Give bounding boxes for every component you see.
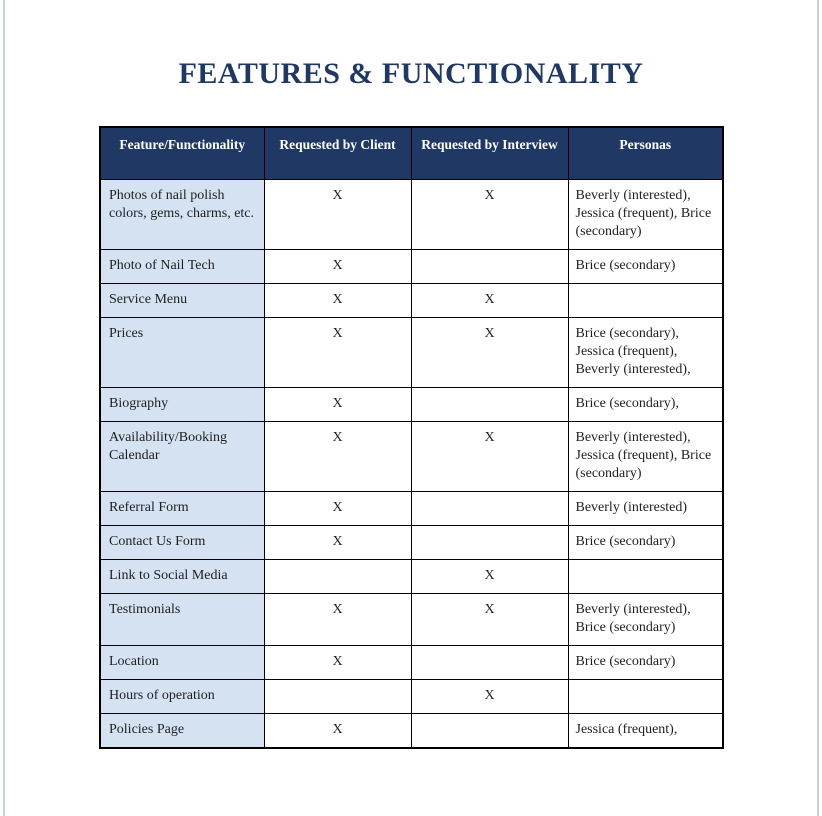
- interview-cell: [411, 713, 568, 748]
- client-cell: X: [264, 283, 411, 317]
- page-title: FEATURES & FUNCTIONALITY: [178, 57, 644, 90]
- table-row: [100, 559, 723, 593]
- personas-cell: Brice (secondary),: [568, 387, 723, 421]
- personas-cell: Jessica (frequent),: [568, 713, 723, 748]
- client-cell: X: [264, 387, 411, 421]
- table-row: [100, 387, 723, 421]
- client-cell: X: [264, 491, 411, 525]
- interview-cell: X: [411, 559, 568, 593]
- column-header-personas: Personas: [568, 127, 723, 179]
- client-cell: [264, 679, 411, 713]
- feature-cell: Link to Social Media: [100, 559, 264, 593]
- personas-cell: [568, 283, 723, 317]
- feature-cell: Location: [100, 645, 264, 679]
- feature-cell: Photo of Nail Tech: [100, 249, 264, 283]
- client-cell: X: [264, 525, 411, 559]
- interview-cell: X: [411, 593, 568, 645]
- page-edge-left: [3, 0, 5, 816]
- client-cell: X: [264, 421, 411, 491]
- feature-cell: Service Menu: [100, 283, 264, 317]
- column-header-interview: Requested by Interview: [411, 127, 568, 179]
- client-cell: X: [264, 179, 411, 249]
- personas-cell: [568, 559, 723, 593]
- feature-cell: Photos of nail polish colors, gems, charms, etc.: [100, 179, 264, 249]
- client-cell: [264, 559, 411, 593]
- personas-cell: Brice (secondary): [568, 645, 723, 679]
- feature-cell: Referral Form: [100, 491, 264, 525]
- feature-cell: Availability/Booking Calendar: [100, 421, 264, 491]
- feature-cell: Prices: [100, 317, 264, 387]
- table-row: [100, 593, 723, 645]
- feature-cell: Contact Us Form: [100, 525, 264, 559]
- client-cell: X: [264, 645, 411, 679]
- client-cell: X: [264, 249, 411, 283]
- table-row: [100, 491, 723, 525]
- page-edge-right: [817, 0, 819, 816]
- personas-cell: Beverly (interested), Jessica (frequent), Brice (secondary): [568, 179, 723, 249]
- client-cell: X: [264, 713, 411, 748]
- table-row: [100, 645, 723, 679]
- personas-cell: Beverly (interested), Jessica (frequent), Brice (secondary): [568, 421, 723, 491]
- interview-cell: X: [411, 421, 568, 491]
- feature-cell: Testimonials: [100, 593, 264, 645]
- table-row: [100, 283, 723, 317]
- interview-cell: X: [411, 317, 568, 387]
- feature-cell: Policies Page: [100, 713, 264, 748]
- table-row: [100, 249, 723, 283]
- interview-cell: [411, 525, 568, 559]
- interview-cell: [411, 491, 568, 525]
- feature-cell: Biography: [100, 387, 264, 421]
- interview-cell: X: [411, 679, 568, 713]
- personas-cell: [568, 679, 723, 713]
- features-table: [99, 126, 724, 749]
- column-header-feature: Feature/Functionality: [100, 127, 264, 179]
- client-cell: X: [264, 593, 411, 645]
- client-cell: X: [264, 317, 411, 387]
- table-row: [100, 679, 723, 713]
- table-header-row: [100, 127, 723, 179]
- personas-cell: Brice (secondary): [568, 525, 723, 559]
- table-row: [100, 713, 723, 748]
- personas-cell: Brice (secondary): [568, 249, 723, 283]
- table-row: [100, 317, 723, 387]
- personas-cell: Beverly (interested): [568, 491, 723, 525]
- table-row: [100, 525, 723, 559]
- interview-cell: X: [411, 179, 568, 249]
- table-row: [100, 179, 723, 249]
- feature-cell: Hours of operation: [100, 679, 264, 713]
- interview-cell: [411, 249, 568, 283]
- interview-cell: [411, 387, 568, 421]
- personas-cell: Brice (secondary), Jessica (frequent), Beverly (interested),: [568, 317, 723, 387]
- interview-cell: [411, 645, 568, 679]
- interview-cell: X: [411, 283, 568, 317]
- column-header-client: Requested by Client: [264, 127, 411, 179]
- table-row: [100, 421, 723, 491]
- personas-cell: Beverly (interested), Brice (secondary): [568, 593, 723, 645]
